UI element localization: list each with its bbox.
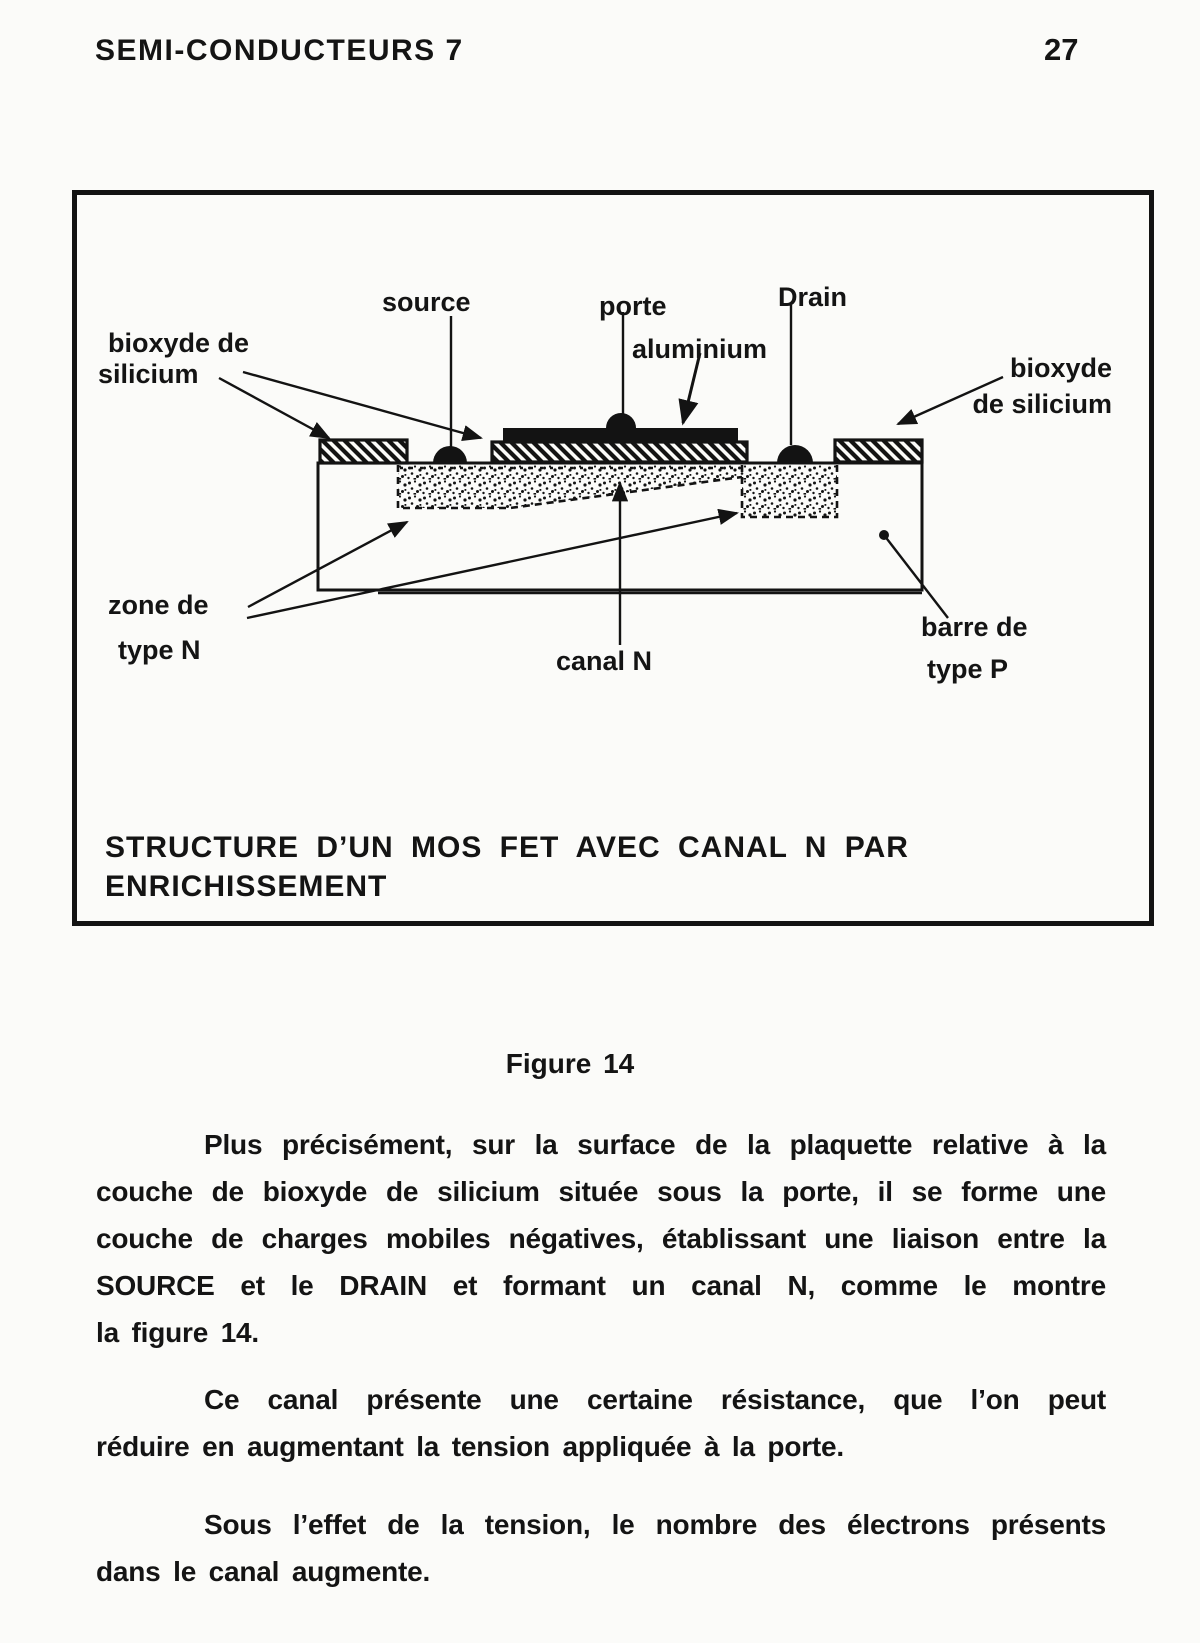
page-header-title: SEMI-CONDUCTEURS 7 <box>95 34 464 67</box>
paragraph-line: Sous l’effet de la tension, le nombre des électrons présents <box>204 1509 1106 1540</box>
label-zone-type-n <box>108 583 209 673</box>
label-zone-line2: type N <box>118 635 201 665</box>
label-zone-line1: zone de <box>108 590 209 620</box>
label-bioxyde-right-line1: bioxyde <box>1009 353 1112 383</box>
body-text <box>96 1121 1106 1595</box>
label-barre-type-p <box>921 606 1028 690</box>
label-porte: porte <box>599 291 667 321</box>
paragraph-line: Ce canal présente une certaine résistance, que l’on peut <box>204 1384 1106 1415</box>
paragraph-line: SOURCE et le DRAIN et formant un canal N, comme le montre <box>96 1270 1106 1301</box>
silicon-dioxide-layers <box>320 440 922 463</box>
page-number: 27 <box>1044 32 1079 67</box>
paragraph-line: couche de charges mobiles négatives, établissant une liaison entre la <box>96 1223 1106 1254</box>
paragraph-line: dans le canal augmente. <box>96 1556 431 1587</box>
label-bioxyde-right <box>912 350 1112 422</box>
barre-p-leader-dot <box>879 530 889 540</box>
figure-number: Figure 14 <box>505 1048 635 1079</box>
figure-caption-line1: STRUCTURE D’UN MOS FET AVEC CANAL N PAR <box>105 831 909 864</box>
paragraph-line: Plus précisément, sur la surface de la plaquette relative à la <box>204 1129 1106 1160</box>
label-bioxyde-right-line2: de silicium <box>972 389 1112 419</box>
paragraph-line: réduire en augmentant la tension appliquée à la porte. <box>96 1431 845 1462</box>
label-aluminium: aluminium <box>632 334 768 364</box>
label-canal-n: canal N <box>556 646 653 676</box>
paragraph <box>96 1501 1106 1595</box>
label-barre-line1: barre de <box>921 612 1028 642</box>
paragraph-line: la figure 14. <box>96 1317 260 1348</box>
paragraph <box>96 1376 1106 1470</box>
label-barre-line2: type P <box>927 654 1009 684</box>
label-bioxyde-left-line1: bioxyde de <box>108 328 250 358</box>
bioxyde-left-arrow-2 <box>243 372 481 438</box>
aluminium-gate-metal <box>503 413 738 443</box>
label-bioxyde-left <box>98 328 249 390</box>
paragraph-line: couche de bioxyde de silicium située sous la porte, il se forme une <box>96 1176 1106 1207</box>
figure-14-box <box>72 190 1154 926</box>
figure-caption-line2: ENRICHISSEMENT <box>105 870 388 903</box>
label-drain: Drain <box>778 282 848 312</box>
drain-contact <box>777 445 813 463</box>
label-source: source <box>382 287 471 317</box>
paragraph <box>96 1121 1106 1356</box>
label-bioxyde-left-line2: silicium <box>98 359 199 389</box>
source-contact <box>433 446 467 463</box>
